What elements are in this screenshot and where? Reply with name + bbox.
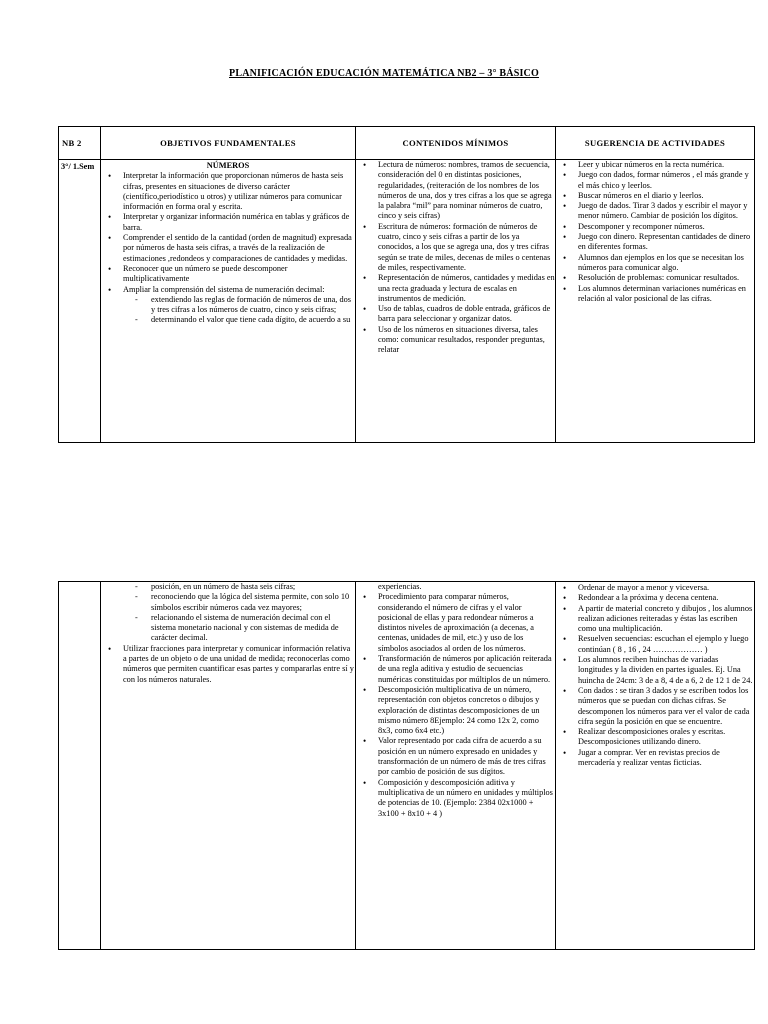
list-item: • A partir de material concreto y dibujos , los alumnos realizan adiciones reiteradas y éstas las escriben como una multiplicación.	[556, 604, 754, 635]
header-contenidos: CONTENIDOS MÍNIMOS	[356, 127, 556, 160]
header-objetivos: OBJETIVOS FUNDAMENTALES	[101, 127, 356, 160]
list-item: • Interpretar y organizar información numérica en tablas y gráficos de barra.	[101, 212, 355, 233]
objetivos-list	[101, 171, 355, 325]
body-row	[59, 160, 755, 443]
list-item: • Descomposición multiplicativa de un número, representación con objetos concretos o dibujos y exploración de distintas descomposiciones de un mismo número 8Ejemplo: 24 como 12x 2, como 8x3, como 6x4 etc.)	[356, 685, 555, 736]
contenidos-cell	[356, 582, 556, 950]
list-item: • Los alumnos determinan variaciones numéricas en relación al valor posicional de las cifras.	[556, 284, 754, 305]
list-item: • Alumnos dan ejemplos en los que se necesitan los números para comunicar algo.	[556, 253, 754, 274]
list-item: • Ordenar de mayor a menor y viceversa.	[556, 583, 754, 593]
contenidos-list	[356, 592, 555, 819]
planning-table-page-1	[58, 126, 755, 443]
sugerencias-cell	[556, 582, 755, 950]
list-item: • Buscar números en el diario y leerlos.	[556, 191, 754, 201]
list-item: • Realizar descomposiciones orales y escritas. Descomposiciones utilizando dinero.	[556, 727, 754, 748]
nb-cell	[59, 582, 101, 950]
sugerencias-list	[556, 583, 754, 768]
list-item: • Comprender el sentido de la cantidad (orden de magnitud) expresada por números de hasta seis cifras, a través de la realización de estimaciones ,redondeos y comparaciones de cantidades y medidas.	[101, 233, 355, 264]
continued-text: experiencias.	[378, 582, 422, 591]
list-item: • Con dados : se tiran 3 dados y se escriben todos los números que se puedan con dichas cifras. Se descomponen los números para ver el valor de cada cifra según la posición en que se encuentre.	[556, 686, 754, 727]
list-item: • Reconocer que un número se puede descomponer multiplicativamente	[101, 264, 355, 285]
nb-cell	[59, 160, 101, 443]
list-item: • Ampliar la comprensión del sistema de numeración decimal:	[101, 285, 355, 295]
list-item: • Procedimiento para comparar números, considerando el número de cifras y el valor posicional de ellas y para redondear números a distintos niveles de aproximación (a decenas, a centenas, unidades de mil, etc.) y uso de los símbolos asociados al orden de los números.	[356, 592, 555, 654]
list-item: • Resuelven secuencias: escuchan el ejemplo y luego continúan ( 8 , 16 , 24 ……………… )	[556, 634, 754, 655]
sub-list-item: - reconociendo que la lógica del sistema permite, con solo 10 símbolos escribir números cada vez mayores;	[101, 592, 355, 613]
sub-list-item-continued	[101, 582, 355, 592]
list-item: • Uso de tablas, cuadros de doble entrada, gráficos de barra para seleccionar y organizar datos.	[356, 304, 555, 325]
list-item: • Los alumnos reciben huinchas de variadas longitudes y la dividen en partes iguales. Ej. Una huincha de 24cm: 3 de a 8, 4 de a 6, 2 de 12 1 de 24.	[556, 655, 754, 686]
list-item: • Valor representado por cada cifra de acuerdo a su posición en un número expresado en unidades y transformación de un número de más de tres cifras por cambio de posición de sus dígitos.	[356, 736, 555, 777]
sugerencias-list	[556, 160, 754, 304]
sub-list-item: - relacionando el sistema de numeración decimal con el sistema monetario nacional y con sistemas de medida de carácter decimal.	[101, 613, 355, 644]
list-item: • Redondear a la próxima y decena centena.	[556, 593, 754, 603]
list-item: • Escritura de números: formación de números de cuatro, cinco y seis cifras a partir de los ya conocidos, a los que se agrega una, dos y tres cifras según se trate de miles, decenas de miles o centenas de miles, respectivamente.	[356, 222, 555, 273]
list-item: • Leer y ubicar números en la recta numérica.	[556, 160, 754, 170]
list-item: • Juego con dinero. Representan cantidades de dinero en diferentes formas.	[556, 232, 754, 253]
objetivos-cell	[101, 160, 356, 443]
section-heading-numeros: NÚMEROS	[206, 161, 250, 170]
list-item: • Juego de dados. Tirar 3 dados y escribir el mayor y menor número. Cambiar de posición los dígitos.	[556, 201, 754, 222]
list-item: • Juego con dados, formar números , el más grande y el más chico y leerlos.	[556, 170, 754, 191]
planning-table-page-2	[58, 581, 755, 950]
contenidos-list	[356, 160, 555, 356]
list-item: • Interpretar la información que proporcionan números de hasta seis cifras, presentes en situaciones de diverso carácter (científico,periodístico u otros) y utilizar números para comunicar información en forma oral y escrita.	[101, 171, 355, 212]
list-item: • Descomponer y recomponer números.	[556, 222, 754, 232]
sub-list-item: - determinando el valor que tiene cada dígito, de acuerdo a su	[101, 315, 355, 325]
continued-text: posición, en un número de hasta seis cifras;	[151, 582, 296, 591]
semester-label: 3°/ 1.Sem	[61, 162, 95, 171]
list-item: • Resolución de problemas: comunicar resultados.	[556, 273, 754, 283]
document-title: PLANIFICACIÓN EDUCACIÓN MATEMÁTICA NB2 – 3° BÁSICO	[229, 68, 539, 79]
list-item: • Uso de los números en situaciones diversa, tales como: comunicar resultados, responder preguntas, relatar	[356, 325, 555, 356]
contenidos-cell	[356, 160, 556, 443]
header-sugerencias: SUGERENCIA DE ACTIVIDADES	[556, 127, 755, 160]
objetivos-list	[101, 582, 355, 685]
list-item: • Composición y descomposición aditiva y multiplicativa de un número en unidades y múltiplos de potencias de 10. (Ejemplo: 2384 02x1000 + 3x100 + 8x10 + 4 )	[356, 778, 555, 819]
list-item: • Representación de números, cantidades y medidas en una recta graduada y lectura de escalas en instrumentos de medición.	[356, 273, 555, 304]
objetivos-cell	[101, 582, 356, 950]
header-row	[59, 127, 755, 160]
sub-list-item: - extendiendo las reglas de formación de números de una, dos y tres cifras a los números de cuatro, cinco y seis cifras;	[101, 295, 355, 316]
body-row	[59, 582, 755, 950]
list-item: • Lectura de números: nombres, tramos de secuencia, consideración del 0 en distintas posiciones, regularidades, (reiteración de los nombres de los números de una, dos y tres cifras a los que se agrega la palabra “mil” para nominar números de cuatro, cinco y seis cifras)	[356, 160, 555, 222]
list-item: • Transformación de números por aplicación reiterada de una regla aditiva y estudio de secuencias numéricas constituidas por múltiplos de un número.	[356, 654, 555, 685]
list-item: • Jugar a comprar. Ver en revistas precios de mercadería y realizar ventas ficticias.	[556, 748, 754, 769]
header-nb: NB 2	[59, 127, 101, 160]
list-item: • Utilizar fracciones para interpretar y comunicar información relativa a partes de un objeto o de una unidad de medida; reconocerlas como números que permiten cuantificar esas partes y compararlas entre sí y con los números naturales.	[101, 644, 355, 685]
sugerencias-cell	[556, 160, 755, 443]
